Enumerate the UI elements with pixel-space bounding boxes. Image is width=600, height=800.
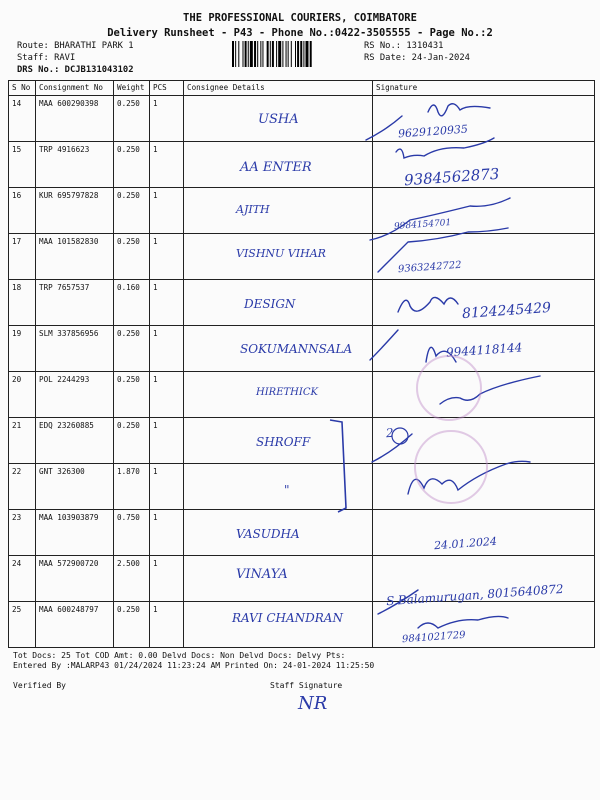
- row-consignment-number: TRP 7657537: [36, 280, 114, 326]
- route-label: Route: BHARATHI PARK 1: [17, 41, 134, 51]
- row-weight: 0.250: [114, 326, 150, 372]
- row-sno: 15: [9, 142, 36, 188]
- row-sno: 24: [9, 556, 36, 602]
- row-consignment-number: MAA 572900720: [36, 556, 114, 602]
- row-consignment-number: TRP 4916623: [36, 142, 114, 188]
- row-pcs: 1: [150, 142, 184, 188]
- totals-line: Tot Docs: 25 Tot COD Amt: 0.00 Delvd Docs: Non Delvd Docs: Delvy Pts:: [13, 651, 346, 660]
- signature-handwriting: 9363242722: [397, 259, 462, 276]
- row-pcs: 1: [150, 326, 184, 372]
- signature-handwriting: 2: [385, 425, 395, 441]
- col-header-signature: Signature: [373, 81, 595, 96]
- signature-handwriting: 9841021729: [401, 629, 466, 646]
- row-sno: 20: [9, 372, 36, 418]
- signature-stroke: [378, 590, 418, 614]
- col-header-weight: Weight: [114, 81, 150, 96]
- consignee-handwriting: USHA: [258, 112, 299, 127]
- row-consignment-number: MAA 600290398: [36, 96, 114, 142]
- row-weight: 0.250: [114, 418, 150, 464]
- drs-number: DRS No.: DCJB131043102: [17, 65, 134, 75]
- row-consignment-number: SLM 337856956: [36, 326, 114, 372]
- signature-handwriting: 9984154701: [393, 218, 452, 232]
- signature-handwriting: 9944118144: [445, 340, 523, 360]
- row-sno: 19: [9, 326, 36, 372]
- row-consignment-number: MAA 600248797: [36, 602, 114, 648]
- signature-stroke: [418, 616, 508, 628]
- row-sno: 23: [9, 510, 36, 556]
- signature-handwriting: 9629120935: [397, 122, 469, 141]
- row-consignment-number: EDQ 23260885: [36, 418, 114, 464]
- row-weight: 0.160: [114, 280, 150, 326]
- row-consignment-number: POL 2244293: [36, 372, 114, 418]
- rs-date: RS Date: 24-Jan-2024: [364, 53, 470, 63]
- consignee-handwriting: SHROFF: [256, 435, 311, 449]
- signature-stroke: [428, 104, 490, 116]
- row-pcs: 1: [150, 372, 184, 418]
- row-pcs: 1: [150, 556, 184, 602]
- stamp-mark: [414, 430, 488, 504]
- row-pcs: 1: [150, 602, 184, 648]
- row-weight: 0.250: [114, 142, 150, 188]
- bracket-stroke: [330, 420, 346, 512]
- staff-label: Staff: RAVI: [17, 53, 76, 63]
- runsheet-title: Delivery Runsheet - P43 - Phone No.:0422-3505555 - Page No.:2: [107, 27, 493, 39]
- consignee-handwriting: VISHNU VIHAR: [236, 247, 326, 260]
- row-weight: 0.250: [114, 234, 150, 280]
- col-header-consignment: Consignment No: [36, 81, 114, 96]
- consignee-handwriting: VINAYA: [236, 567, 288, 582]
- verified-by-label: Verified By: [13, 681, 66, 690]
- consignee-handwriting: HIRETHICK: [256, 387, 318, 398]
- row-sno: 16: [9, 188, 36, 234]
- row-consignment-number: MAA 103903879: [36, 510, 114, 556]
- row-sno: 17: [9, 234, 36, 280]
- signature-handwriting: S.Balamurugan, 8015640872: [385, 581, 564, 609]
- staff-signature-label: Staff Signature: [270, 681, 343, 690]
- row-consignment-number: GNT 326300: [36, 464, 114, 510]
- row-weight: 1.870: [114, 464, 150, 510]
- row-consignment-number: KUR 695797828: [36, 188, 114, 234]
- entered-line: Entered By :MALARP43 01/24/2024 11:23:24 AM Printed On: 24-01-2024 11:25:50: [13, 661, 375, 670]
- stamp-mark: [416, 355, 482, 421]
- signature-handwriting: 24.01.2024: [433, 534, 498, 553]
- signature-stroke: [378, 228, 508, 272]
- row-weight: 0.250: [114, 372, 150, 418]
- row-consignment-number: MAA 101582830: [36, 234, 114, 280]
- col-header-consignee: Consignee Details: [184, 81, 373, 96]
- rs-number: RS No.: 1310431: [364, 41, 444, 51]
- row-sno: 21: [9, 418, 36, 464]
- row-sno: 18: [9, 280, 36, 326]
- consignee-handwriting: VASUDHA: [236, 527, 300, 541]
- circled-mark: [392, 428, 408, 444]
- consignee-handwriting: ": [284, 483, 290, 497]
- signature-stroke: [370, 198, 510, 240]
- staff-initials: NR: [298, 693, 328, 714]
- row-pcs: 1: [150, 464, 184, 510]
- row-pcs: 1: [150, 188, 184, 234]
- row-sno: 25: [9, 602, 36, 648]
- row-weight: 0.250: [114, 602, 150, 648]
- consignee-handwriting: DESIGN: [244, 297, 296, 311]
- row-sno: 14: [9, 96, 36, 142]
- row-weight: 2.500: [114, 556, 150, 602]
- row-weight: 0.250: [114, 188, 150, 234]
- row-pcs: 1: [150, 510, 184, 556]
- signature-handwriting: 8124245429: [461, 299, 552, 323]
- consignee-handwriting: SOKUMANNSALA: [240, 342, 353, 356]
- row-sno: 22: [9, 464, 36, 510]
- consignee-handwriting: AA ENTER: [240, 160, 312, 175]
- row-weight: 0.250: [114, 96, 150, 142]
- company-title: THE PROFESSIONAL COURIERS, COIMBATORE: [183, 12, 417, 24]
- row-pcs: 1: [150, 96, 184, 142]
- consignee-handwriting: AJITH: [236, 203, 270, 216]
- col-header-pcs: PCS: [150, 81, 184, 96]
- signature-stroke: [398, 297, 458, 312]
- signature-stroke: [370, 330, 398, 360]
- row-weight: 0.750: [114, 510, 150, 556]
- row-pcs: 1: [150, 280, 184, 326]
- signature-handwriting: 9384562873: [403, 164, 500, 190]
- consignee-handwriting: RAVI CHANDRAN: [232, 611, 343, 625]
- signature-stroke: [366, 116, 402, 140]
- signature-stroke: [396, 138, 494, 158]
- col-header-sno: S No: [9, 81, 36, 96]
- row-pcs: 1: [150, 234, 184, 280]
- row-pcs: 1: [150, 418, 184, 464]
